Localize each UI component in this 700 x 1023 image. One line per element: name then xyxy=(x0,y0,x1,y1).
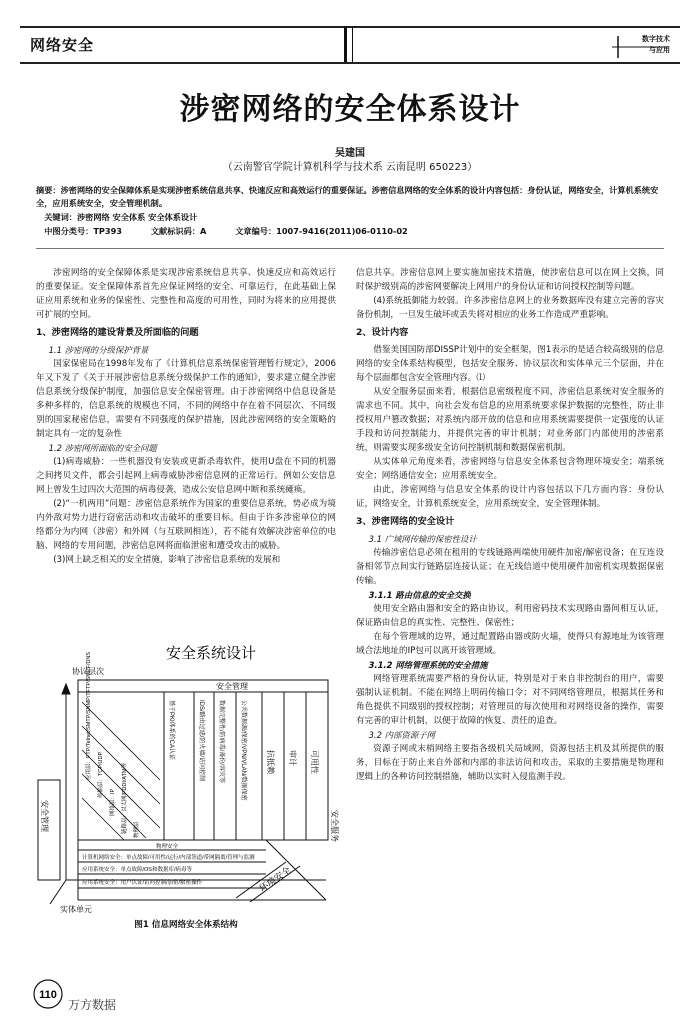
page-number: 110 xyxy=(39,989,57,1001)
clc-number: 中图分类号：TP393 xyxy=(44,226,122,236)
brand-line-1: 数字技术 xyxy=(642,35,670,43)
subsubsection-heading: 3.1.1 路由信息的安全交换 xyxy=(368,590,471,600)
service-column-label: IDS/路由过滤/防火墙/访问控制 xyxy=(198,700,204,782)
security-architecture-figure xyxy=(36,630,346,915)
service-column-label: 公共数据源/保密/VPN/VLAN/数据保密 xyxy=(240,700,246,801)
brand-mark-icon xyxy=(608,34,670,60)
paragraph: 资源子网或末梢网络主要指各级机关局域网，资源包括主机及其所提供的服务，目标在于防止来自外部和内部的非法访问和攻击，采取的主要措施是物理和逻辑上的各种访问控制措施，辅助以实时入侵监测手段。 xyxy=(356,744,664,782)
paragraph: 从实体单元角度来看，涉密网络与信息安全体系包含物理环境安全；端系统安全；网络通信安全；应用系统安全。 xyxy=(356,457,664,481)
paragraph: 信息共享。涉密信息网上要实施加密技术措施，使涉密信息可以在网上交换，同时保护级别高的涉密网要解决上网用户的身份认证和访问授权控制等问题。 xyxy=(356,268,664,292)
service-column-label: 基于PKI体系的CA认证 xyxy=(168,700,174,761)
classification-line xyxy=(36,225,672,238)
entity-axis-label: 实体单元 xyxy=(60,905,92,914)
left-column xyxy=(36,266,336,567)
protocol-axis-label: 协议层次 xyxy=(72,667,104,676)
header-bottom-rule xyxy=(20,62,680,64)
service-column-label: 可用性 xyxy=(310,750,319,774)
paragraph: (2)“一机两用”问题：涉密信息系统作为国家的重要信息系统，势必成为境内外敌对势力进行窃密活动和攻击破坏的重要目标。但由于许多涉密单位的网络都分为内网（涉密）和外网（与互联网相连），若不能有效解决涉密单位的电脑、网络的专用问题，涉密信息网将面临泄密和遭受攻击的威胁。 xyxy=(36,499,336,551)
side-mgmt-label: 安全管理 xyxy=(40,800,49,832)
service-column-label: 抗抵赖 xyxy=(266,750,275,774)
paragraph: 在每个管理域的边界，通过配置路由器或防火墙，使得只有源地址为该管理域合法地址的IP包可以离开该管理域。 xyxy=(356,632,664,656)
right-column xyxy=(356,266,664,784)
section-heading: 3、涉密网络的安全设计 xyxy=(356,516,455,527)
paragraph: (3)网上缺乏相关的安全措施，影响了涉密信息系统的发展和 xyxy=(53,555,281,565)
service-column-label: 数据完整性/防病毒/备份/容灾等 xyxy=(218,700,224,784)
watermark: 万方数据 xyxy=(68,998,117,1012)
abstract: 摘要：涉密网络的安全保障体系是实现涉密系统信息共享、快速反应和高效运行的重要保证。涉密信息网络的安全体系的设计内容包括：身份认证，网络安全，计算机系统安全，应用系统安全，安全管理机制。 xyxy=(36,185,659,208)
paragraph: 国家保密局在1998年发布了《计算机信息系统保密管理暂行规定》，2006年又下发了《关于开展涉密信息系统分级保护工作的通知》，要求建立健全涉密信息系统分级保护制度，加强信息安全保密管理。由于涉密网络中信息设备是多种多样的，信息系统的规模也不同，不同的网络中存在着不同层次、不同级别的国家秘密信息，需要有不同强度的保护措施，因此涉密网络的安全策略的制定具有一定的复杂性 xyxy=(36,359,336,439)
paragraph: 使用安全路由器和安全的路由协议，利用密码技术实现路由器间相互认证，保证路由信息的真实性、完整性、保密性； xyxy=(356,604,664,628)
header-separator xyxy=(344,26,347,62)
security-service-label: 安全服务 xyxy=(330,810,339,842)
subsection-heading: 1.2 涉密网所面临的安全问题 xyxy=(48,443,157,453)
journal-section-title: 网络安全 xyxy=(30,36,95,54)
paragraph: (4)系统抵御能力较弱。许多涉密信息网上的业务数据库没有建立完善的容灾备份机制，一旦发生破坏或丢失将对相应的业务工作造成严重影响。 xyxy=(356,296,664,320)
entity-unit-label: 应用系统安全：单点故障/OS和数据库/病毒等 xyxy=(82,867,193,873)
author-affiliation: （云南警官学院计算机科学与技术系 云南昆明 650223） xyxy=(222,162,478,173)
entity-unit-label: 计算机网络安全：单点故障/可用性/运行/内部签道/带网隔离/管理与监测 xyxy=(82,855,255,861)
environment-security-label: 环境安全 xyxy=(257,864,293,894)
header-top-rule xyxy=(20,26,680,28)
paragraph: 涉密网络的安全保障体系是实现涉密系统信息共享、快速反应和高效运行的重要保证。安全保障体系首先应保证网络的安全、可靠运行，在此基础上保证应用系统和业务的保密性、完整性和高度的可用性，同时为将来的应用提供可扩展的空间。 xyxy=(36,268,336,320)
security-mgmt-band xyxy=(78,680,328,692)
figure-title: 安全系统设计 xyxy=(166,645,257,662)
header-separator xyxy=(352,26,353,62)
subsection-heading: 1.1 涉密网的分级保护背景 xyxy=(48,345,149,355)
entity-unit-label: 应用系统安全：用户认证/访问控制/加密/解密操作 xyxy=(82,880,203,886)
protocol-layer-label: 网络层：IP xyxy=(110,788,116,816)
paragraph: 从安全服务层面来看，根据信息密级程度不同，涉密信息系统对安全服务的需求也不同。其中，向社会发布信息的应用系统要求保护数据的完整性，防止非授权用户篡改数据；对系统内部开放的信息和应用系统需要提供一定强度的认证手段和访问控制能力，并提供完善的审计机制；对业务部门内部使用的涉密系统，则需要实现多级安全访问控制机制和数据保密机制。 xyxy=(356,387,664,453)
journal-brand xyxy=(608,34,670,60)
paragraph: 网络管理系统需要严格的身份认证，特别是对于来自非控制台的用户，需要强制认证机制。不能在网络上明码传输口令；对不同网络管理员，根据其任务和角色提供不同级别的授权控制；对管理员的每次使用和对网络设备的操作，需要有完善的审计机制，以便于故障的恢复、责任的追查。 xyxy=(356,674,664,726)
protocol-layer-label: 传输层：TCP/UDP xyxy=(98,751,104,798)
protocol-layer-label: 链路层：以太网/FDDI/ATM等 xyxy=(122,762,128,834)
section-heading: 2、设计内容 xyxy=(356,327,409,338)
brand-line-2: 与应用 xyxy=(649,46,670,54)
paragraph: 借鉴美国国防部DISSP计划中的安全框架，图1表示的是适合较高级别的信息网络的安全体系结构模型，包括安全服务、协议层次和实体单元三个层面，并在每个层面都包含安全管理内容。⑴ xyxy=(356,345,664,383)
section-heading: 1、涉密网络的建设背景及所面临的问题 xyxy=(36,327,199,338)
service-column-label: 审计 xyxy=(288,750,297,766)
security-mgmt-label: 安全管理 xyxy=(216,682,248,691)
subsection-heading: 3.1 广域网传输的保密性设计 xyxy=(368,534,477,544)
paragraph: 由此，涉密网络与信息安全体系的设计内容包括以下几方面内容：身份认证，网络安全，计算机系统安全，应用系统安全，安全管理体制。 xyxy=(356,485,664,509)
protocol-layer-label: 应用层：FTP/Telnet/SMTP/SNMP/TFTP/SMPF/DNS xyxy=(86,651,92,780)
paragraph: 传输涉密信息必须在租用的专线链路两端使用硬件加密/解密设备；在互连设备相邻节点间实行链路层连接认证；在无线信道中使用硬件加密机实现数据保密传输。 xyxy=(356,548,664,586)
figure-caption: 图1 信息网络安全体系结构 xyxy=(134,920,238,930)
entity-unit-label: 物理安全 xyxy=(156,844,179,850)
subsubsection-heading: 3.1.2 网络管理系统的安全措施 xyxy=(368,660,488,670)
document-code: 文献标识码：A xyxy=(150,226,207,236)
page-number-badge xyxy=(28,972,68,1012)
entity-axis-line xyxy=(50,880,66,904)
axis-arrow-icon xyxy=(62,684,70,694)
protocol-layer-label: 物理层 xyxy=(134,821,140,838)
article-title: 涉密网络的安全体系设计 xyxy=(179,92,521,127)
subsection-heading: 3.2 内部资源子网 xyxy=(368,730,435,740)
author-name: 吴建国 xyxy=(335,148,365,159)
abstract-divider xyxy=(36,248,664,249)
paragraph: (1)病毒威胁：一些机器没有安装或更新杀毒软件，使用U盘在不同的机器之间拷贝文件，都会引起网上病毒威胁涉密信息网的正常运行。例如公安信息网上曾发生过四次大范围的病毒侵袭，造成公安信息网中断和系统瘫痪。 xyxy=(36,457,336,495)
article-number: 文章编号：1007-9416(2011)06-0110-02 xyxy=(235,226,408,236)
keywords: 关键词：涉密网络 安全体系 安全体系设计 xyxy=(44,212,198,222)
